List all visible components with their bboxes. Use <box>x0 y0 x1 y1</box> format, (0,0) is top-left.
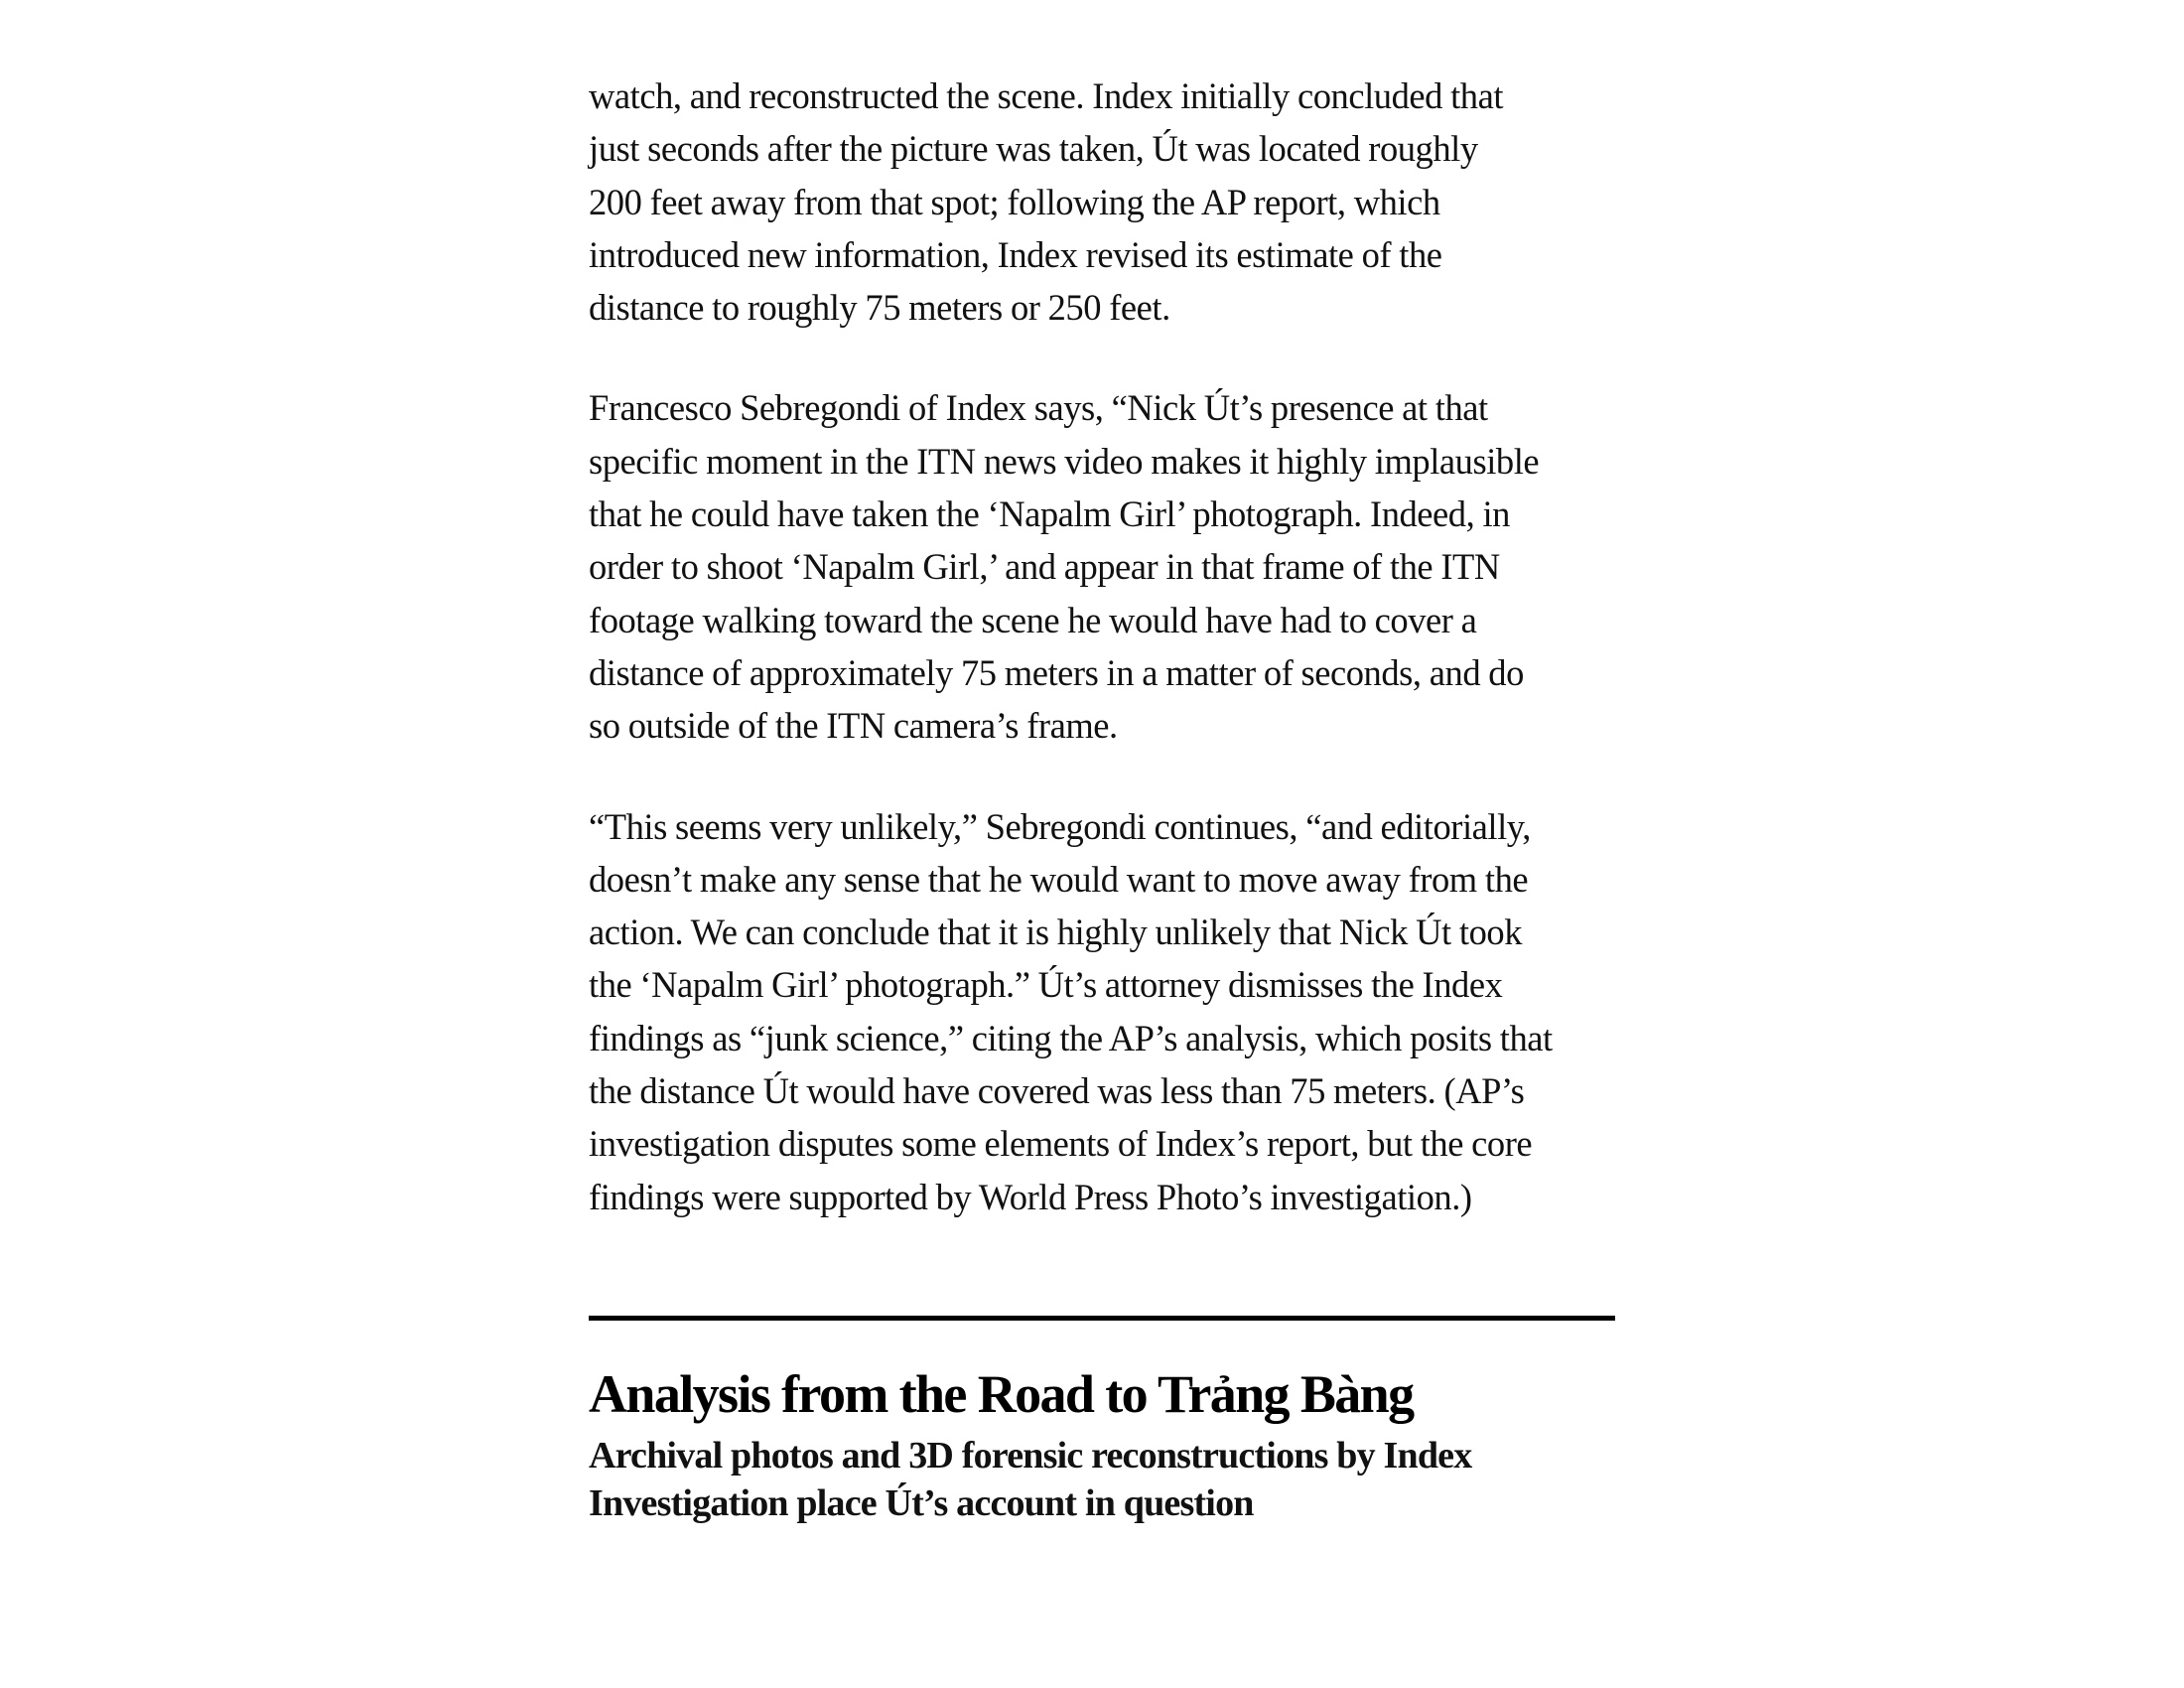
paragraph-line: doesn’t make any sense that he would want to move away from the <box>589 858 1529 900</box>
paragraph-line: Francesco Sebregondi of Index says, “Nick Út’s presence at that <box>589 387 1488 429</box>
section-divider <box>589 1316 1615 1321</box>
paragraph-line: investigation disputes some elements of Index’s report, but the core <box>589 1123 1533 1165</box>
paragraph-line: order to shoot ‘Napalm Girl,’ and appear in that frame of the ITN <box>589 546 1500 588</box>
paragraph-conclusion <box>589 800 1621 1223</box>
paragraph-line: action. We can conclude that it is highly unlikely that Nick Út took <box>589 912 1523 953</box>
section-title: Analysis from the Road to Trảng Bàng <box>589 1364 1414 1424</box>
section-dek-line: Investigation place Út’s account in question <box>589 1482 1254 1524</box>
paragraph-line: findings as “junk science,” citing the AP’s analysis, which posits that <box>589 1017 1553 1058</box>
section-header <box>589 1362 1621 1527</box>
paragraph-line: footage walking toward the scene he would have had to cover a <box>589 599 1477 640</box>
section-dek <box>589 1432 1621 1527</box>
paragraph-line: specific moment in the ITN news video makes it highly implausible <box>589 440 1540 482</box>
paragraph-line: “This seems very unlikely,” Sebregondi continues, “and editorially, <box>589 805 1531 847</box>
paragraph-line: the ‘Napalm Girl’ photograph.” Út’s attorney dismisses the Index <box>589 964 1503 1006</box>
paragraph-line: distance to roughly 75 meters or 250 feet. <box>589 287 1170 329</box>
paragraph-line: that he could have taken the ‘Napalm Girl’ photograph. Indeed, in <box>589 493 1510 535</box>
paragraph-line: distance of approximately 75 meters in a matter of seconds, and do <box>589 651 1524 693</box>
article-body <box>589 70 1621 1223</box>
paragraph-index-estimate <box>589 70 1621 334</box>
section-dek-line: Archival photos and 3D forensic reconstructions by Index <box>589 1435 1472 1477</box>
paragraph-line: just seconds after the picture was taken, Út was located roughly <box>589 128 1478 170</box>
paragraph-line: findings were supported by World Press Photo’s investigation.) <box>589 1176 1472 1217</box>
paragraph-line: the distance Út would have covered was less than 75 meters. (AP’s <box>589 1070 1525 1112</box>
paragraph-line: 200 feet away from that spot; following the AP report, which <box>589 181 1440 222</box>
paragraph-line: watch, and reconstructed the scene. Index initially concluded that <box>589 75 1504 116</box>
paragraph-line: so outside of the ITN camera’s frame. <box>589 705 1118 747</box>
paragraph-line: introduced new information, Index revised its estimate of the <box>589 233 1442 275</box>
paragraph-sebregondi-quote <box>589 381 1621 752</box>
